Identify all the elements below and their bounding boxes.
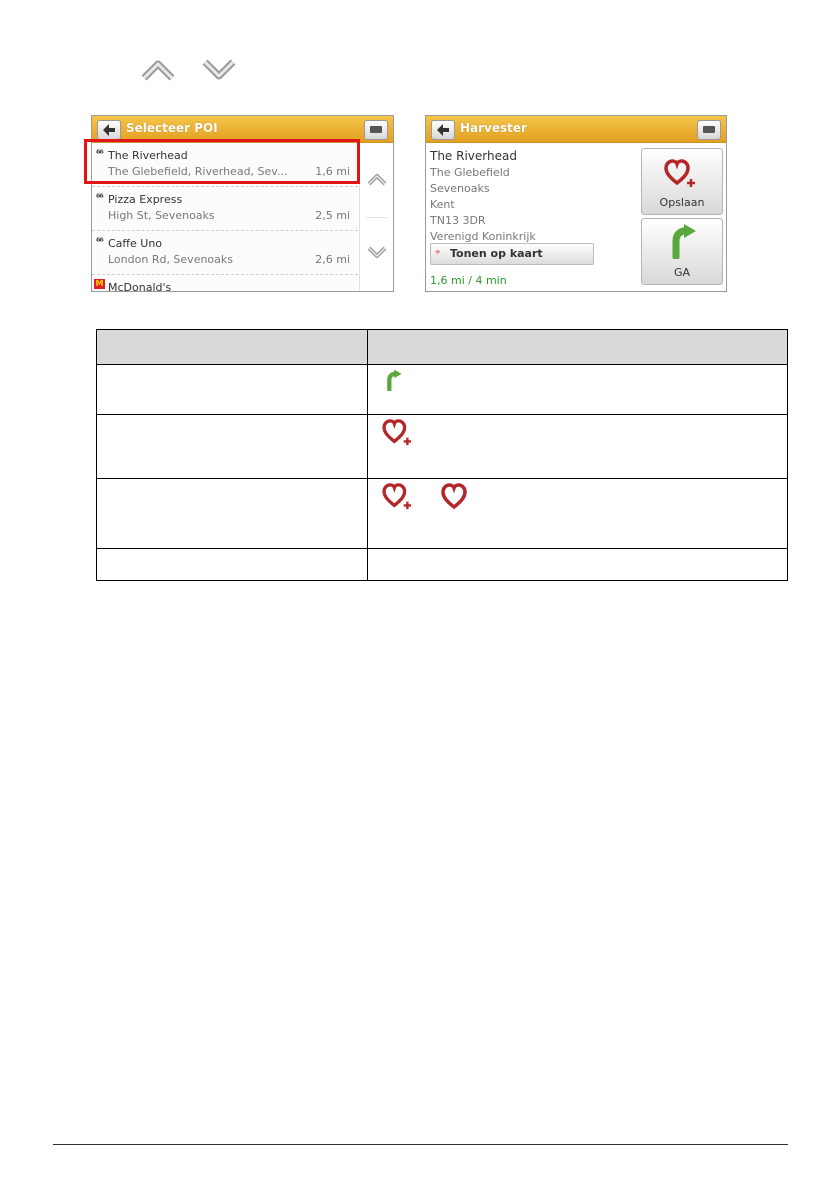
table-cell xyxy=(368,415,788,479)
table-cell xyxy=(97,415,368,479)
footer-divider xyxy=(53,1144,788,1145)
poi-name: Pizza Express xyxy=(108,193,183,206)
heart-plus-icon xyxy=(382,419,416,447)
title-bar xyxy=(426,116,726,143)
keyboard-button[interactable] xyxy=(697,120,721,140)
address-line: Sevenoaks xyxy=(430,182,490,195)
list-item[interactable] xyxy=(92,275,358,292)
table-cell xyxy=(97,479,368,549)
scroll-divider xyxy=(366,217,388,218)
header-cell xyxy=(97,330,368,365)
address-line: TN13 3DR xyxy=(430,214,486,227)
table-row xyxy=(97,415,788,479)
keyboard-icon xyxy=(370,126,382,133)
header-cell xyxy=(368,330,788,365)
show-on-map-label: Tonen op kaart xyxy=(450,247,543,260)
screen-title: Selecteer POI xyxy=(126,121,218,135)
cutlery-icon: ᵟᵟ xyxy=(96,193,103,204)
table-row xyxy=(97,549,788,581)
go-button[interactable] xyxy=(641,218,723,285)
go-arrow-icon xyxy=(382,369,404,391)
list-item[interactable] xyxy=(92,231,358,275)
options-table xyxy=(96,329,788,581)
poi-name: Caffe Uno xyxy=(108,237,163,250)
address-line: The Glebefield xyxy=(430,166,510,179)
poi-distance: 2,6 mi xyxy=(315,253,350,266)
chevron-down-icon xyxy=(199,52,239,86)
table-cell xyxy=(97,549,368,581)
poi-name: McDonald's xyxy=(108,281,172,292)
mcdonalds-icon: M xyxy=(95,279,104,288)
poi-distance: 1,6 mi xyxy=(315,165,350,178)
cutlery-icon: ᵟᵟ xyxy=(96,149,103,160)
table-cell xyxy=(368,549,788,581)
heart-plus-icon xyxy=(664,159,700,189)
scroll-down-button[interactable] xyxy=(360,237,394,267)
poi-details xyxy=(430,148,536,245)
save-label: Opslaan xyxy=(659,196,705,209)
keyboard-button[interactable] xyxy=(364,120,388,140)
poi-name: The Riverhead xyxy=(108,149,188,162)
keyboard-icon xyxy=(703,126,715,133)
map-pin-icon: ⌖ xyxy=(435,247,441,258)
table-row xyxy=(97,365,788,415)
screen-title: Harvester xyxy=(460,121,527,135)
selection-highlight xyxy=(84,139,360,184)
show-on-map-button[interactable] xyxy=(430,243,594,265)
poi-address: The Glebefield, Riverhead, Sev... xyxy=(108,165,288,178)
table-cell xyxy=(97,365,368,415)
address-line: Verenigd Koninkrijk xyxy=(430,230,536,243)
cutlery-icon: ᵟᵟ xyxy=(96,237,103,248)
poi-name: The Riverhead xyxy=(430,149,517,163)
poi-detail-screen xyxy=(425,115,727,292)
poi-address: High St, Sevenoaks xyxy=(108,209,215,222)
distance-time: 1,6 mi / 4 min xyxy=(430,274,507,287)
poi-address: London Rd, Sevenoaks xyxy=(108,253,234,266)
back-button[interactable] xyxy=(97,120,121,140)
address-line: Kent xyxy=(430,198,455,211)
go-label: GA xyxy=(673,266,691,279)
table-row xyxy=(97,479,788,549)
table-cell xyxy=(368,365,788,415)
table-header-row xyxy=(97,330,788,365)
back-arrow-icon xyxy=(432,121,454,139)
chevron-up-icon xyxy=(138,52,178,86)
scroll-up-button[interactable] xyxy=(360,165,394,195)
list-item[interactable] xyxy=(92,187,358,231)
list-scrollbar[interactable] xyxy=(359,143,394,291)
poi-distance: 2,5 mi xyxy=(315,209,350,222)
back-arrow-icon xyxy=(98,121,120,139)
go-arrow-icon xyxy=(664,223,700,259)
heart-icon xyxy=(440,483,468,509)
save-button[interactable] xyxy=(641,148,723,215)
heart-plus-icon xyxy=(382,483,416,511)
back-button[interactable] xyxy=(431,120,455,140)
table-cell xyxy=(368,479,788,549)
